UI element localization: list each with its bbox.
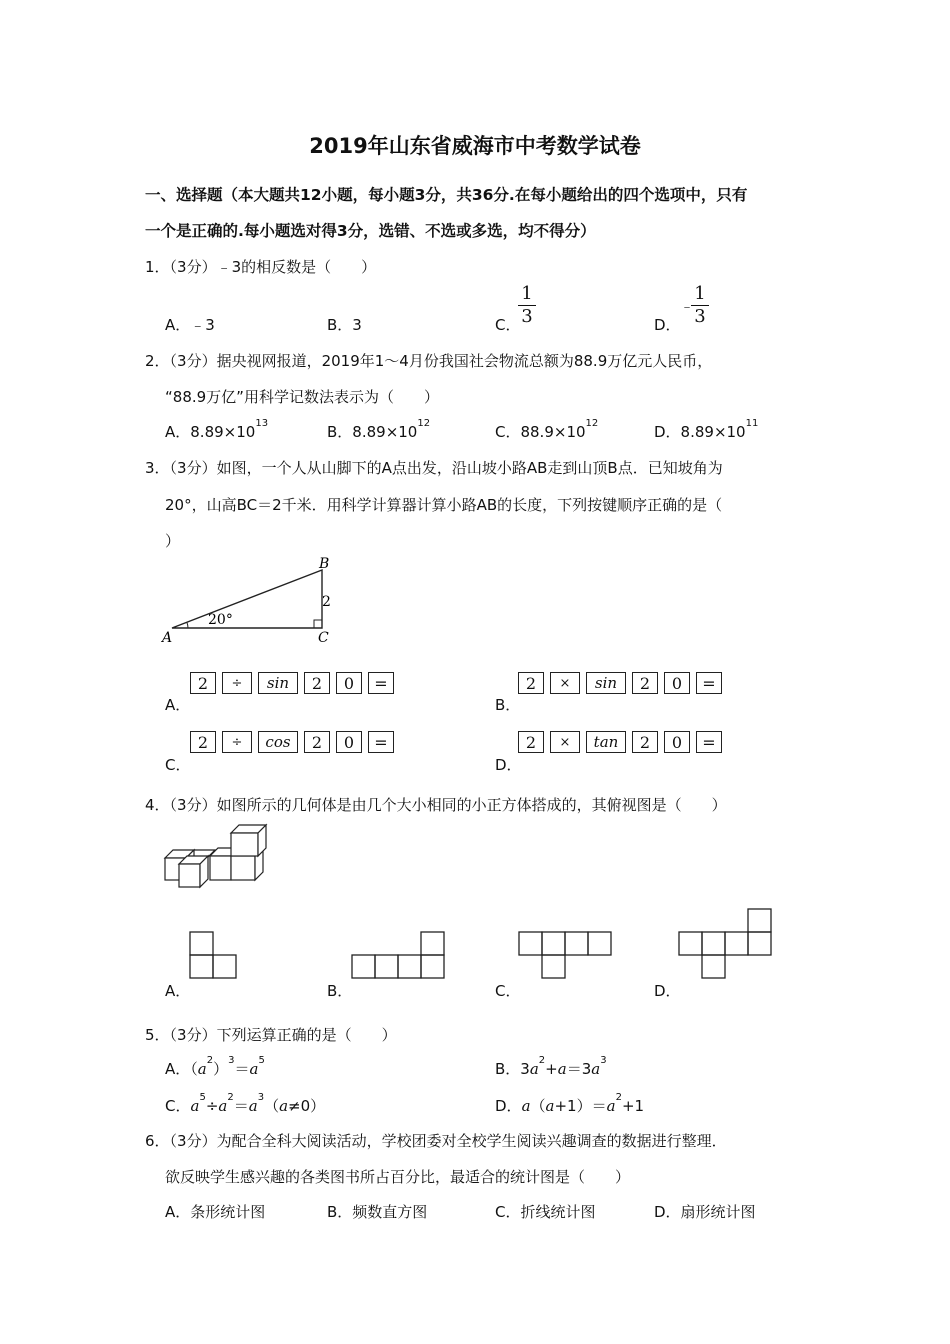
q1-option-c-label: C． [495,316,521,334]
q4-cube-solid-figure [160,820,275,895]
q3-stem-line1: 3．（3分）如图，一个人从山脚下的A点出发，沿山坡小路AB走到山顶B点．已知坡角为 [145,459,723,477]
q6-option-b: B．频数直方图 [327,1203,428,1221]
q3-option-d-keys [518,731,722,753]
section-heading-line1: 一、选择题（本大题共12小题，每小题3分，共36分.在每小题给出的四个选项中，只有 [145,186,748,204]
q1-option-c-fraction [518,285,536,326]
q6-stem-line1: 6．（3分）为配合全科大阅读活动，学校团委对全校学生阅读兴趣调查的数据进行整理． [145,1132,727,1150]
q5-option-d: D．$a(a+1)=a^2+1$ [495,1092,645,1115]
key: ÷ [222,731,252,753]
key: tan [586,731,626,753]
q1-option-b: B．3 [327,316,362,334]
key: sin [586,672,626,694]
q4-stem: 4．（3分）如图所示的几何体是由几个大小相同的小正方体搭成的，其俯视图是（ ） [145,796,727,814]
q1-d-numerator: 1 [694,283,706,304]
q5-stem: 5．（3分）下列运算正确的是（ ） [145,1026,397,1044]
q3-option-c-keys [190,731,394,753]
angle-arc [187,622,188,628]
q3-option-a-label: A． [165,696,191,714]
q6-option-d: D．扇形统计图 [654,1203,756,1221]
key: 0 [336,731,362,753]
cube-front-face [210,856,231,880]
label-c: C [318,630,329,646]
q2-stem-line1: 2．（3分）据央视网报道，2019年1～4月份我国社会物流总额为88.9万亿元人民币， [145,352,713,370]
q6-option-a: A．条形统计图 [165,1203,266,1221]
key: = [368,672,394,694]
key: 2 [304,672,330,694]
key: sin [258,672,298,694]
key: × [550,731,580,753]
cube-front-face [179,864,200,887]
key: × [550,672,580,694]
key: 2 [632,731,658,753]
key: = [696,731,722,753]
q3-option-b-label: B． [495,696,521,714]
q1-option-d-fraction [691,285,709,326]
key: 2 [304,731,330,753]
label-angle: 20° [208,612,233,628]
q1-d-denominator: 3 [694,306,706,327]
q1-option-d-label: D． [654,316,681,334]
cube-front-face [231,833,258,856]
key: 2 [518,672,544,694]
q4-option-d-figure [677,907,775,980]
page-title: 2019年山东省威海市中考数学试卷 [309,134,641,158]
q4-option-d-label: D． [654,982,681,1000]
q4-option-b-figure [350,930,448,980]
key: 0 [664,731,690,753]
q5-option-b: B．$3a^2+a=3a^3$ [495,1055,607,1078]
key: 2 [518,731,544,753]
key: ÷ [222,672,252,694]
q1-d-sign: ﹣ [680,299,694,315]
right-angle-mark [314,620,322,628]
q3-option-b-keys [518,672,722,694]
section-heading-line2: 一个是正确的.每小题选对得3分，选错、不选或多选，均不得分） [145,222,596,240]
key: 2 [190,731,216,753]
q3-stem-line2: 20°，山高BC＝2千米．用科学计算器计算小路AB的长度，下列按键顺序正确的是（ [165,496,723,514]
q3-option-a-keys [190,672,394,694]
q5-option-c: C．$a^5\div a^2=a^3(a\ne 0)$ [165,1092,326,1115]
q1-stem: 1．（3分）﹣3的相反数是（ ） [145,258,377,276]
key: = [696,672,722,694]
key: = [368,731,394,753]
q4-option-b-label: B． [327,982,353,1000]
q1-c-numerator: 1 [521,283,533,304]
q1-option-a: A．﹣3 [165,316,215,334]
q4-option-a-figure [188,930,240,980]
q2-option-a: A．$8.89\times 10^{13}$ [165,418,269,441]
q3-option-d-label: D． [495,756,522,774]
q3-triangle-figure [160,556,340,648]
key: 0 [336,672,362,694]
label-side-length: 2 [322,594,331,610]
cube-front-face [231,856,255,880]
q3-stem-line3: ） [165,532,181,550]
q2-option-b: B．$8.89\times 10^{12}$ [327,418,431,441]
q2-option-c: C．$88.9\times 10^{12}$ [495,418,599,441]
q1-c-denominator: 3 [521,306,533,327]
q6-stem-line2: 欲反映学生感兴趣的各类图书所占百分比，最适合的统计图是（ ） [165,1168,631,1186]
key: 2 [632,672,658,694]
key: cos [258,731,298,753]
q4-option-c-figure [517,930,615,980]
q2-stem-line2: “88.9万亿”用科学记数法表示为（ ） [165,388,439,406]
triangle-abc [172,570,322,628]
key: 2 [190,672,216,694]
label-a: A [162,630,173,646]
q2-option-d: D．$8.89\times 10^{11}$ [654,418,759,441]
q4-option-c-label: C． [495,982,521,1000]
label-b: B [319,556,330,572]
key: 0 [664,672,690,694]
q3-option-c-label: C． [165,756,191,774]
q5-option-a: A．$(a^2)^3=a^5$ [165,1055,265,1078]
q4-option-a-label: A． [165,982,191,1000]
q6-option-c: C．折线统计图 [495,1203,596,1221]
